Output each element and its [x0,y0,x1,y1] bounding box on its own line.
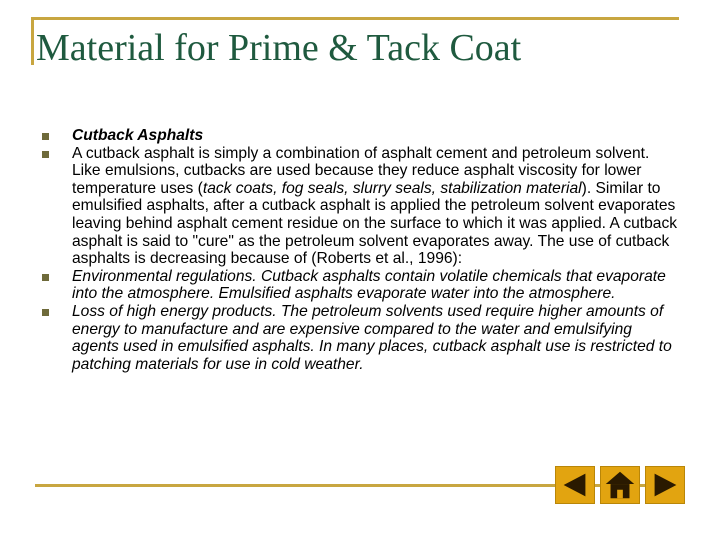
next-slide-button[interactable] [645,466,685,504]
home-icon [601,467,639,503]
bullet-text-after: ). Similar to emulsified asphalts, after a cutback asphalt is applied the petroleum solvent evaporates leaving behind asphalt cement residue on the surface to which it was applied. A cutback asphalt is said to "cure" as the petroleum solvent evaporates away. The use of cutback asphalts is decreasing because of (Roberts et al., 1996): [72,179,678,268]
previous-slide-button[interactable] [555,466,595,504]
square-bullet-icon [42,151,49,158]
next-arrow-icon [646,467,684,503]
bullet-text: Loss of high energy products. The petroleum solvents used require higher amounts of energy to manufacture and are expensive compared to the water and emulsifying agents used in emulsified asphalts. In many places, cutback asphalt use is restricted to patching materials for use in cold weather. [72,302,672,373]
home-button[interactable] [600,466,640,504]
bullet-text: Environmental regulations. Cutback asphalts contain volatile chemicals that evaporate into the atmosphere. Emulsified asphalts evaporate water into the atmosphere. [72,267,666,303]
square-bullet-icon [42,274,49,281]
list-item [42,303,682,373]
list-item [42,127,682,145]
bullet-text: Cutback Asphalts [72,127,204,144]
bullet-text: A cutback asphalt is simply a combination of asphalt cement and petroleum solvent. Like emulsions, cutbacks are used because they reduce asphalt viscosity for lower temperature uses ( [72,144,650,197]
square-bullet-icon [42,309,49,316]
list-item [42,268,682,303]
previous-arrow-icon [556,467,594,503]
slide-title: Material for Prime & Tack Coat [36,27,522,69]
title-frame-left-rule [31,17,34,65]
square-bullet-icon [42,133,49,140]
bullet-text-italic: tack coats, fog seals, slurry seals, stabilization material [202,179,582,197]
list-item [42,145,682,268]
title-frame-top-rule [31,17,679,20]
bullet-list [42,127,682,373]
